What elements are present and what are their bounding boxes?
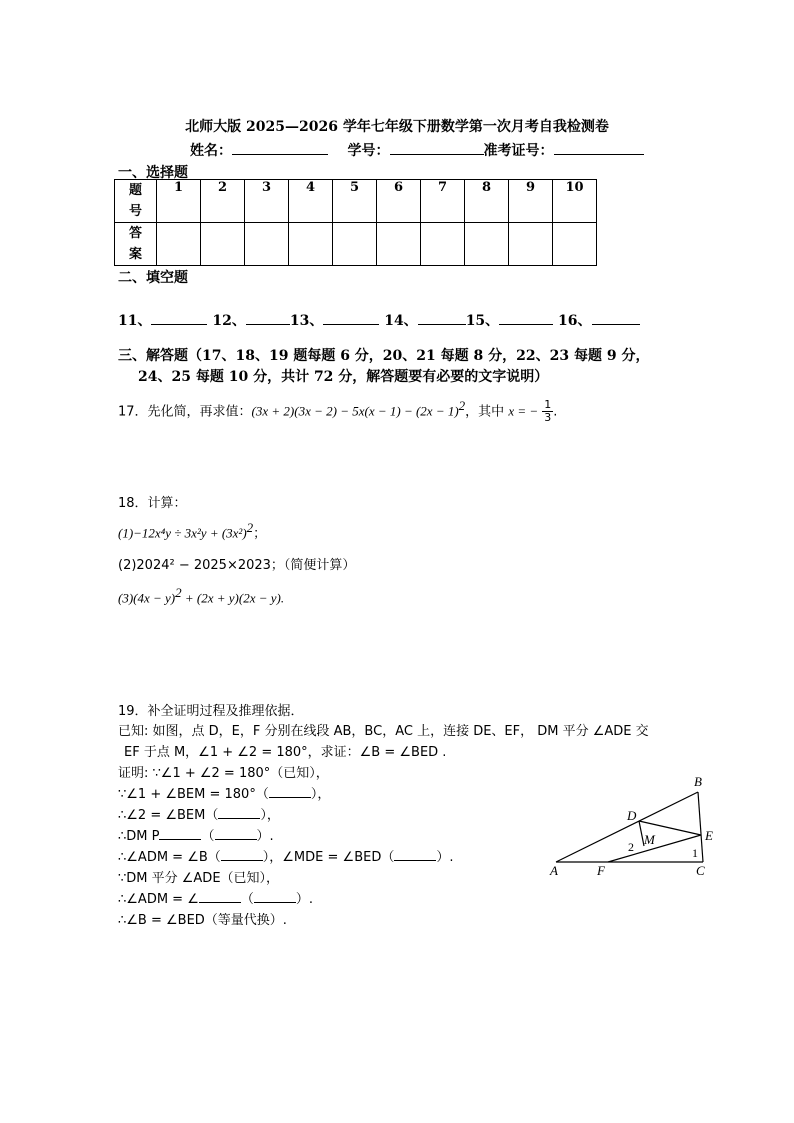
fill-blank[interactable] <box>499 310 553 325</box>
answer-cell[interactable] <box>509 223 553 266</box>
answer-cell[interactable] <box>465 223 509 266</box>
name-blank[interactable] <box>232 140 328 155</box>
exam-label: 准考证号： <box>483 143 554 159</box>
exam-blank[interactable] <box>554 140 644 155</box>
q19-proof-line5: ∴∠ADM = ∠B（ ），∠MDE = ∠BED（ ）. <box>118 846 453 865</box>
q17-fraction: $\frac{1}{3}$ <box>544 398 552 425</box>
q19-proof-line2: ∵∠1 + ∠BEM = 180°（ ）， <box>118 783 330 802</box>
q19-proof-line8: ∴∠B = ∠BED（等量代换）. <box>118 913 287 928</box>
q19-proof-line1: 证明: ∵∠1 + ∠2 = 180°（已知）， <box>118 766 329 781</box>
label-f: F <box>597 863 605 878</box>
segment-ab <box>556 792 698 862</box>
q-number: 4 <box>289 180 333 223</box>
q-number: 7 <box>421 180 465 223</box>
fill-blank-line <box>118 310 640 330</box>
section1-heading: 一、选择题 <box>118 165 188 181</box>
number-row <box>115 180 597 223</box>
q-number: 2 <box>201 180 245 223</box>
student-info-line <box>190 140 644 160</box>
section3-heading-line1: 三、解答题（17、18、19 题每题 6 分，20、21 每题 8 分，22、23 每题 9 分， <box>118 348 650 364</box>
answer-cell[interactable] <box>421 223 465 266</box>
q17-expression: (3x + 2)(3x − 2) − 5x(x − 1) − (2x − 1) <box>251 403 459 419</box>
label-b: B <box>694 774 702 789</box>
proof-blank[interactable] <box>254 889 296 903</box>
proof-blank[interactable] <box>159 826 201 840</box>
q19-proof-line6: ∵DM 平分 ∠ADE（已知）， <box>118 871 280 886</box>
fill-item-label: 13、 <box>289 313 324 329</box>
q-number: 5 <box>333 180 377 223</box>
segment-bc <box>698 792 703 862</box>
answer-cell[interactable] <box>553 223 597 266</box>
answer-cell[interactable] <box>157 223 201 266</box>
page-title: 北师大版 2025—2026 学年七年级下册数学第一次月考自我检测卷 <box>185 119 609 135</box>
q17-mid: ，其中 <box>465 404 505 420</box>
q19-given-line1: 已知: 如图，点 D，E，F 分别在线段 AB，BC，AC 上，连接 DE、EF， DM 平分 ∠ADE 交 <box>118 724 649 739</box>
fill-blank[interactable] <box>592 310 640 325</box>
q-number: 9 <box>509 180 553 223</box>
question-17: 17．先化简，再求值：$(3x + 2)(3x - 2) - 5x(x - 1) - (2x - 1)^2$，其中 x = − $\frac{1}{3}$ . <box>118 398 558 425</box>
id-blank[interactable] <box>390 140 484 155</box>
q18-part1: $(1)-12x^4y \div 3x^2y + (3x^2)^2$； <box>118 520 267 542</box>
q18-part3: $(3)(4x - y)^2 + (2x + y)(2x - y)$. <box>118 585 285 606</box>
row-label-answer: 答案 <box>115 223 157 266</box>
proof-blank[interactable] <box>269 784 311 798</box>
row-label-number: 题号 <box>115 180 157 223</box>
proof-blank[interactable] <box>215 826 257 840</box>
angle-1-label: 1 <box>692 846 698 860</box>
proof-blank[interactable] <box>218 805 260 819</box>
label-a: A <box>550 863 558 878</box>
q19-proof-line3: ∴∠2 = ∠BEM（ ）， <box>118 804 280 823</box>
answer-row <box>115 223 597 266</box>
q19-proof-line4: ∴DM P （ ）. <box>118 825 274 844</box>
q19-label: 19．补全证明过程及推理依据． <box>118 704 304 719</box>
fill-item-label: 15、 <box>465 313 500 329</box>
fill-blank[interactable] <box>151 310 207 325</box>
label-c: C <box>696 863 705 878</box>
answer-cell[interactable] <box>201 223 245 266</box>
q17-prefix: 17．先化简，再求值： <box>118 404 252 420</box>
fill-item-label: 14、 <box>384 313 418 329</box>
section3-heading-line2: 24、25 每题 10 分，共计 72 分，解答题要有必要的文字说明） <box>138 369 549 385</box>
q-number: 3 <box>245 180 289 223</box>
fill-blank[interactable] <box>246 310 290 325</box>
answer-cell[interactable] <box>289 223 333 266</box>
answer-cell[interactable] <box>245 223 289 266</box>
q18-part2: (2)2024² − 2025×2023；（简便计算） <box>118 558 356 573</box>
label-e: E <box>705 828 713 843</box>
fill-item-label: 12、 <box>212 313 246 329</box>
q17-x-value: x = − <box>508 403 539 419</box>
id-label: 学号： <box>347 143 390 159</box>
label-d: D <box>627 808 637 823</box>
q18-label: 18．计算： <box>118 496 187 511</box>
fill-blank[interactable] <box>323 310 379 325</box>
section2-heading: 二、填空题 <box>118 270 188 286</box>
answer-table <box>114 179 597 266</box>
q-number: 10 <box>553 180 597 223</box>
q19-given-line2: EF 于点 M，∠1 + ∠2 = 180°，求证：∠B = ∠BED . <box>124 745 447 760</box>
proof-blank[interactable] <box>199 889 241 903</box>
q-number: 6 <box>377 180 421 223</box>
geometry-figure <box>540 770 730 885</box>
fill-item-label: 16、 <box>558 313 592 329</box>
answer-cell[interactable] <box>377 223 421 266</box>
q17-exponent: 2 <box>458 398 466 413</box>
proof-blank[interactable] <box>221 847 263 861</box>
label-m: M <box>644 832 655 847</box>
proof-blank[interactable] <box>394 847 436 861</box>
name-label: 姓名： <box>190 143 232 159</box>
answer-cell[interactable] <box>333 223 377 266</box>
q19-proof-line7: ∴∠ADM = ∠ （ ）. <box>118 888 313 907</box>
fill-item-label: 11、 <box>118 313 152 329</box>
q-number: 8 <box>465 180 509 223</box>
q-number: 1 <box>157 180 201 223</box>
fill-blank[interactable] <box>418 310 466 325</box>
angle-2-label: 2 <box>628 840 634 854</box>
